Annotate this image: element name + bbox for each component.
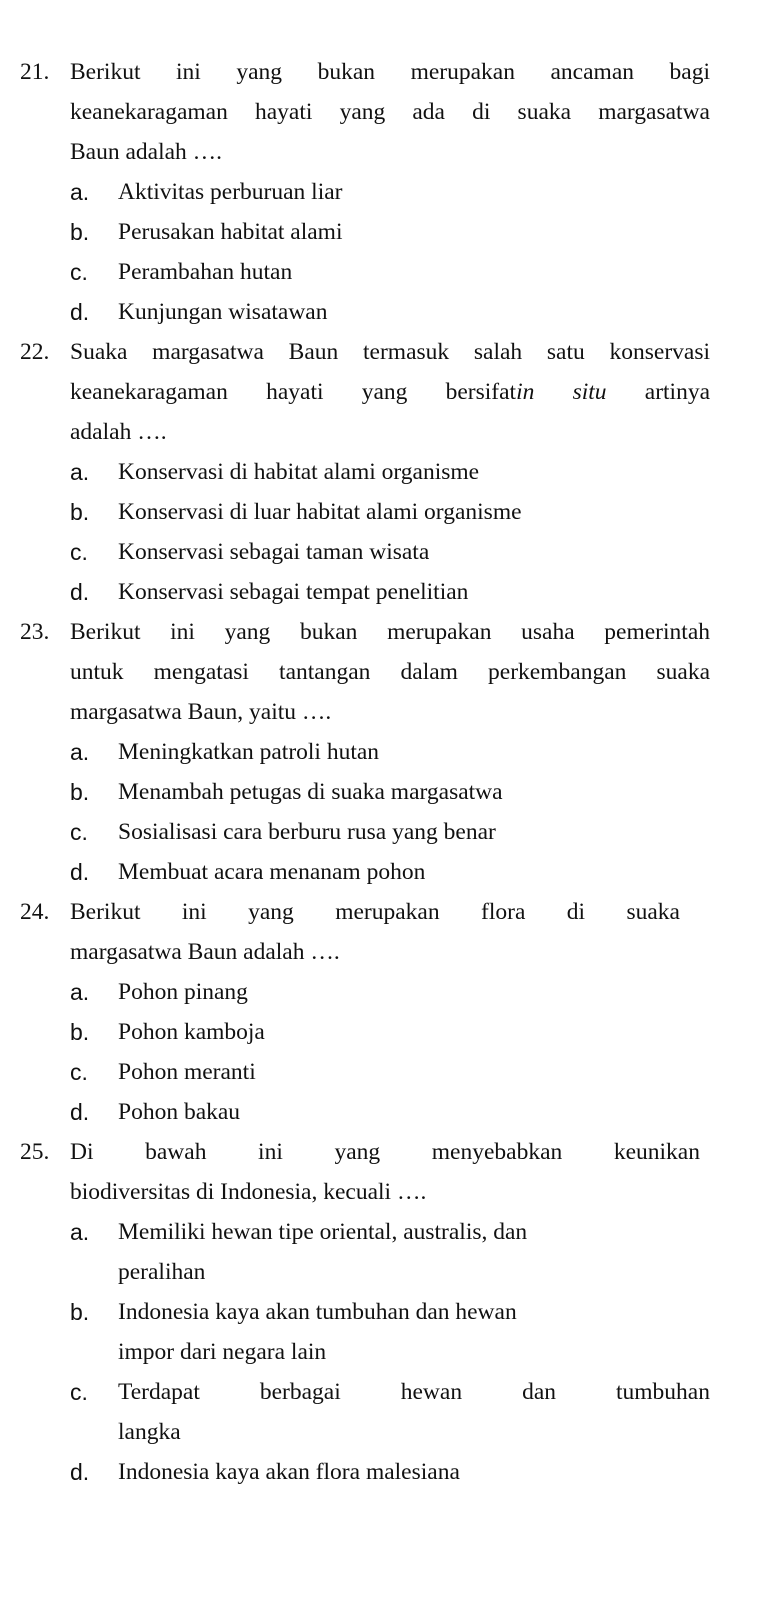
option-c[interactable]	[70, 812, 710, 852]
option-label: d.	[70, 859, 90, 885]
option-label: c.	[70, 539, 88, 565]
option-label: d.	[70, 1099, 90, 1125]
question-text-line: Suaka margasatwa Baun termasuk salah satu konservasi	[70, 339, 710, 365]
option-text: Meningkatkan patroli hutan	[118, 739, 380, 765]
option-text: Aktivitas perburuan liar	[118, 179, 343, 205]
option-c[interactable]	[70, 1052, 710, 1092]
question-text-line: untuk mengatasi tantangan dalam perkembangan suaka	[70, 659, 710, 685]
question-text-line: Berikut ini yang bukan merupakan ancaman bagi	[70, 59, 710, 85]
question-21	[20, 52, 710, 332]
option-label: d.	[70, 579, 90, 605]
question-text-line: margasatwa Baun, yaitu ….	[70, 699, 332, 725]
option-text-continuation: impor dari negara lain	[118, 1339, 327, 1365]
option-label: c.	[70, 259, 88, 285]
option-label: a.	[70, 179, 90, 205]
option-c[interactable]	[70, 252, 710, 292]
option-label: b.	[70, 779, 90, 805]
question-text-line: adalah ….	[70, 419, 167, 445]
option-text: Indonesia kaya akan flora malesiana	[118, 1459, 460, 1485]
option-text: Sosialisasi cara berburu rusa yang benar	[118, 819, 496, 845]
question-text-line: margasatwa Baun adalah ….	[70, 939, 340, 965]
question-22	[20, 332, 710, 612]
option-a[interactable]	[70, 172, 710, 212]
question-text-line: Berikut ini yang merupakan flora di suaka	[70, 899, 680, 925]
option-text-continuation: langka	[118, 1419, 181, 1445]
option-label: b.	[70, 1019, 90, 1045]
question-text-line: keanekaragaman hayati yang ada di suaka margasatwa	[70, 99, 710, 125]
option-text: Membuat acara menanam pohon	[118, 859, 426, 885]
question-number: 22.	[20, 339, 50, 365]
option-label: c.	[70, 1379, 88, 1405]
option-text: Menambah petugas di suaka margasatwa	[118, 779, 503, 805]
option-text: Konservasi sebagai tempat penelitian	[118, 579, 469, 605]
option-a[interactable]	[70, 732, 710, 772]
option-c[interactable]	[70, 532, 710, 572]
option-text: Memiliki hewan tipe oriental, australis, dan	[118, 1219, 528, 1245]
option-text: Terdapat berbagai hewan dan tumbuhan	[118, 1379, 710, 1405]
option-text: Indonesia kaya akan tumbuhan dan hewan	[118, 1299, 517, 1325]
option-label: b.	[70, 1299, 90, 1325]
option-text: Pohon pinang	[118, 979, 248, 1005]
question-number: 24.	[20, 899, 50, 925]
option-c[interactable]	[70, 1372, 710, 1412]
question-text-line: Baun adalah ….	[70, 139, 223, 165]
option-label: a.	[70, 979, 90, 1005]
option-b[interactable]	[70, 492, 710, 532]
question-text-line: biodiversitas di Indonesia, kecuali ….	[70, 1179, 427, 1205]
option-d[interactable]	[70, 292, 710, 332]
option-label: a.	[70, 739, 90, 765]
question-23	[20, 612, 710, 892]
option-a[interactable]	[70, 452, 710, 492]
option-b[interactable]	[70, 212, 710, 252]
option-d[interactable]	[70, 852, 710, 892]
option-d[interactable]	[70, 1452, 710, 1492]
option-b[interactable]	[70, 1012, 710, 1052]
option-text-continuation: peralihan	[118, 1259, 206, 1285]
option-text: Konservasi di habitat alami organisme	[118, 459, 480, 485]
option-label: b.	[70, 499, 90, 525]
option-text: Pohon bakau	[118, 1099, 241, 1125]
option-text: Perusakan habitat alami	[118, 219, 343, 245]
option-text: Perambahan hutan	[118, 259, 293, 285]
italic-term: in situ	[516, 379, 607, 405]
option-text: Pohon meranti	[118, 1059, 256, 1085]
question-text-line: Berikut ini yang bukan merupakan usaha pemerintah	[70, 619, 710, 645]
option-label: d.	[70, 299, 90, 325]
option-d[interactable]	[70, 572, 710, 612]
option-label: c.	[70, 1059, 88, 1085]
question-24	[20, 892, 710, 1132]
question-number: 25.	[20, 1139, 50, 1165]
option-b[interactable]	[70, 1292, 710, 1332]
option-b[interactable]	[70, 772, 710, 812]
option-text: Konservasi sebagai taman wisata	[118, 539, 430, 565]
option-a[interactable]	[70, 972, 710, 1012]
question-number: 21.	[20, 59, 50, 85]
option-label: c.	[70, 819, 88, 845]
question-text-line: Di bawah ini yang menyebabkan keunikan	[70, 1139, 700, 1165]
question-number: 23.	[20, 619, 50, 645]
option-label: d.	[70, 1459, 90, 1485]
option-label: a.	[70, 1219, 90, 1245]
question-text-line: keanekaragaman hayati yang bersifatin situ artinya	[70, 379, 711, 405]
option-text: Konservasi di luar habitat alami organisme	[118, 499, 522, 525]
option-text: Pohon kamboja	[118, 1019, 265, 1045]
option-d[interactable]	[70, 1092, 710, 1132]
question-25	[20, 1132, 710, 1492]
option-label: a.	[70, 459, 90, 485]
option-a[interactable]	[70, 1212, 710, 1252]
option-text: Kunjungan wisatawan	[118, 299, 328, 325]
option-label: b.	[70, 219, 90, 245]
